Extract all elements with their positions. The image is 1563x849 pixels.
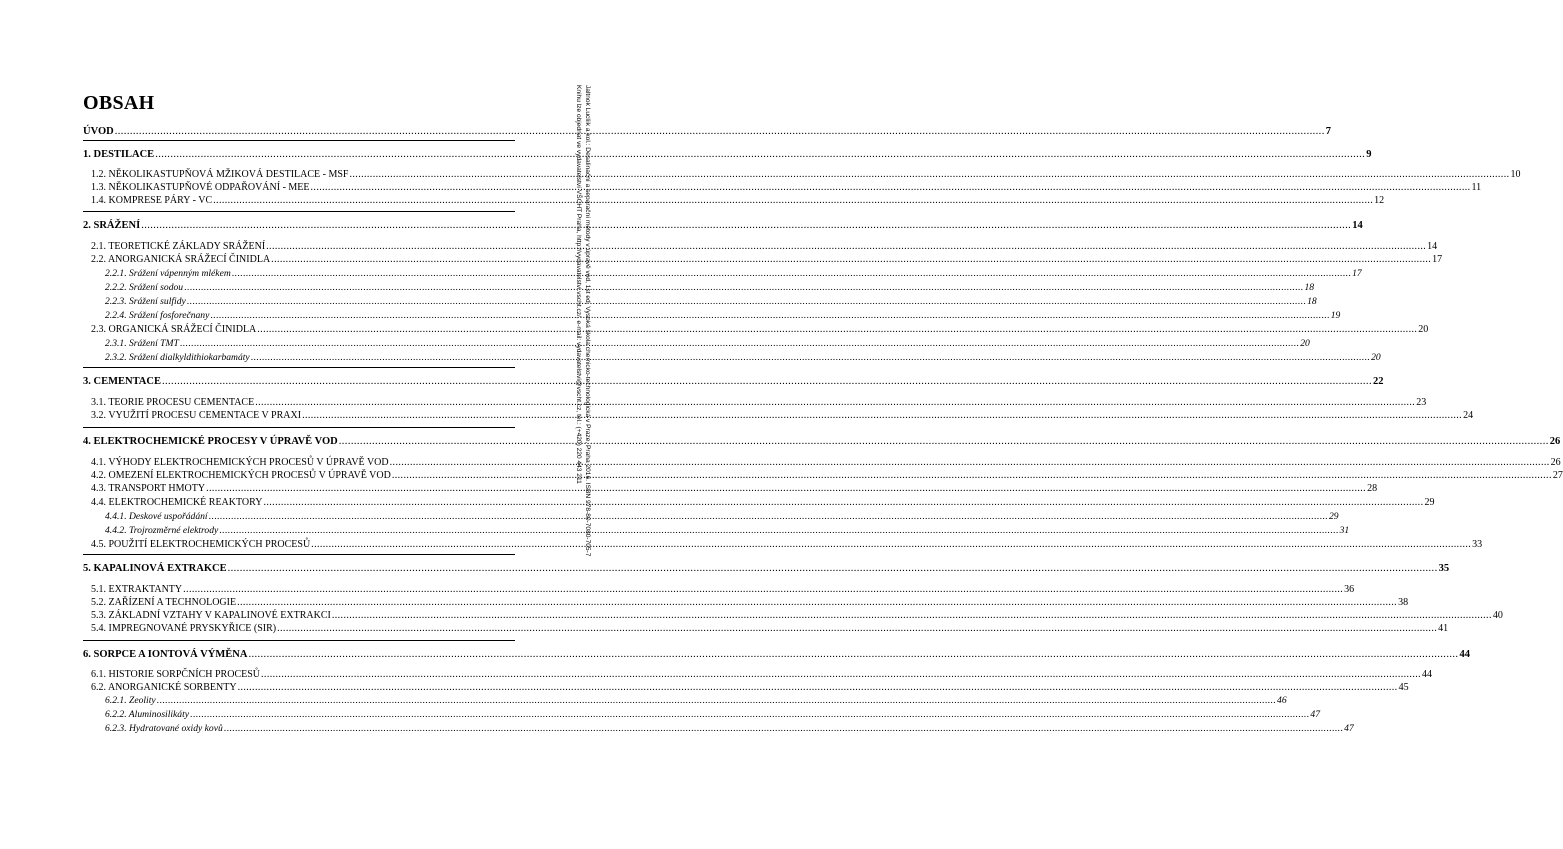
toc-entry-page: 26 — [1549, 436, 1561, 447]
divider — [83, 554, 515, 555]
toc-entry[interactable] — [91, 323, 1429, 336]
toc-entry-page: 26 — [1550, 457, 1561, 468]
toc-entry-page: 17 — [1352, 268, 1362, 279]
dot-leader: ................................................................................................................................................................................................................................................................................................................................................................................................................ — [227, 563, 1438, 574]
dot-leader: ................................................................................................................................................................................................................................................................................................................................................................................................................ — [277, 623, 1438, 634]
toc-entry-title: 4.2. OMEZENÍ ELEKTROCHEMICKÝCH PROCESŮ V ÚPRAVĚ VOD — [91, 470, 391, 481]
toc-entry-page: 33 — [1472, 539, 1483, 550]
dot-leader: ................................................................................................................................................................................................................................................................................................................................................................................................................ — [248, 649, 1459, 660]
toc-entry-page: 29 — [1328, 511, 1339, 522]
toc-entry-page: 38 — [1398, 597, 1409, 608]
toc-entry[interactable] — [105, 708, 1320, 721]
toc-entry-page: 44 — [1422, 669, 1433, 680]
toc-entry-page: 24 — [1463, 410, 1474, 421]
dot-leader: ................................................................................................................................................................................................................................................................................................................................................................................................................ — [302, 410, 1463, 421]
toc-entry[interactable] — [91, 396, 1427, 409]
dot-leader: ................................................................................................................................................................................................................................................................................................................................................................................................................ — [206, 483, 1367, 494]
toc-entry[interactable] — [91, 456, 1561, 469]
toc-entry-page: 41 — [1438, 623, 1449, 634]
toc-entry-title: 6. SORPCE A IONTOVÁ VÝMĚNA — [83, 649, 248, 660]
dot-leader: ................................................................................................................................................................................................................................................................................................................................................................................................................ — [179, 338, 1300, 349]
toc-entry[interactable] — [105, 309, 1341, 322]
toc-entry-title: 6.2.3. Hydratované oxidy kovů — [105, 723, 223, 734]
toc-entry-title: 2.3.2. Srážení dialkyldithiokarbamáty — [105, 352, 250, 363]
publication-note-line-1: Jaltnok Lucliik a kol.: Desalinační a separační metody v úpravě vod, 1st ed. Vysoká škola chemicko-technologická v Praze, Praha 2016. ISBN 978-80-7080-705-7 — [584, 85, 591, 557]
dot-leader: ................................................................................................................................................................................................................................................................................................................................................................................................................ — [213, 195, 1374, 206]
toc-entry-title: 1.2. NĚKOLIKASTUPŇOVÁ MŽIKOVÁ DESTILACE - MSF — [91, 169, 349, 180]
toc-entry-page: 7 — [1325, 126, 1331, 137]
dot-leader: ................................................................................................................................................................................................................................................................................................................................................................................................................ — [161, 376, 1372, 387]
dot-leader: ................................................................................................................................................................................................................................................................................................................................................................................................................ — [311, 539, 1472, 550]
toc-chapter[interactable] — [83, 435, 1561, 448]
toc-entry-title: 2.2.2. Srážení sodou — [105, 282, 184, 293]
toc-entry-title: 6.2. ANORGANICKÉ SORBENTY — [91, 682, 237, 693]
toc-entry[interactable] — [91, 409, 1474, 422]
toc-entry[interactable] — [91, 168, 1521, 181]
toc-entry[interactable] — [105, 351, 1381, 364]
toc-entry[interactable] — [105, 337, 1310, 350]
dot-leader: ................................................................................................................................................................................................................................................................................................................................................................................................................ — [257, 324, 1418, 335]
toc-entry[interactable] — [105, 694, 1287, 707]
toc-entry-title: 3.1. TEORIE PROCESU CEMENTACE — [91, 397, 255, 408]
toc-entry[interactable] — [91, 469, 1563, 482]
toc-entry[interactable] — [91, 668, 1433, 681]
toc-entry[interactable] — [105, 510, 1339, 523]
toc-entry[interactable] — [91, 622, 1449, 635]
toc-entry[interactable] — [91, 609, 1503, 622]
toc-entry[interactable] — [105, 722, 1354, 735]
toc-entry[interactable] — [91, 253, 1443, 266]
toc-entry[interactable] — [91, 596, 1409, 609]
toc-entry-title: 2.3. ORGANICKÁ SRÁŽECÍ ČINIDLA — [91, 324, 257, 335]
toc-entry-page: 9 — [1366, 149, 1372, 160]
dot-leader: ................................................................................................................................................................................................................................................................................................................................................................................................................ — [155, 149, 1366, 160]
toc-entry-page: 20 — [1300, 338, 1310, 349]
dot-leader: ................................................................................................................................................................................................................................................................................................................................................................................................................ — [186, 296, 1307, 307]
toc-entry-page: 36 — [1344, 584, 1355, 595]
toc-entry-title: 5.1. EXTRAKTANTY — [91, 584, 183, 595]
dot-leader: ................................................................................................................................................................................................................................................................................................................................................................................................................ — [219, 525, 1339, 536]
toc-entry-page: 14 — [1427, 241, 1438, 252]
dot-leader: ................................................................................................................................................................................................................................................................................................................................................................................................................ — [114, 126, 1325, 137]
publication-note-line-2: Knihu lze objednat ve vydavatelství VŠCHT Praha, http://vydavatelstvi.vscht.cz/, e-mail: vydavatelstvi@vscht.cz, tel.: (+420) 220 443 211 — [575, 85, 582, 484]
toc-entry[interactable] — [91, 583, 1355, 596]
toc-entry-title: 2.1. TEORETICKÉ ZÁKLADY SRÁŽENÍ — [91, 241, 266, 252]
dot-leader: ................................................................................................................................................................................................................................................................................................................................................................................................................ — [263, 497, 1424, 508]
toc-entry-title: 5.3. ZÁKLADNÍ VZTAHY V KAPALINOVÉ EXTRAKCI — [91, 610, 331, 621]
toc-entry-page: 17 — [1432, 254, 1443, 265]
toc-entry-page: 18 — [1304, 282, 1315, 293]
toc-entry-page: 11 — [1471, 182, 1482, 193]
toc-entry-title: 1.3. NĚKOLIKASTUPŇOVÉ ODPAŘOVÁNÍ - MEE — [91, 182, 310, 193]
toc-entry-title: 2. SRÁŽENÍ — [83, 220, 141, 231]
dot-leader: ................................................................................................................................................................................................................................................................................................................................................................................................................ — [231, 268, 1352, 279]
toc-entry-page: 18 — [1307, 296, 1317, 307]
dot-leader: ................................................................................................................................................................................................................................................................................................................................................................................................................ — [250, 352, 1371, 363]
dot-leader: ................................................................................................................................................................................................................................................................................................................................................................................................................ — [237, 682, 1398, 693]
toc-entry[interactable] — [91, 181, 1482, 194]
toc-entry[interactable] — [91, 194, 1385, 207]
toc-entry-title: 2.3.1. Srážení TMT — [105, 338, 179, 349]
dot-leader: ................................................................................................................................................................................................................................................................................................................................................................................................................ — [310, 182, 1471, 193]
toc-entry-title: 5.4. IMPREGNOVANÉ PRYSKYŘICE (SIR) — [91, 623, 277, 634]
toc-entry-page: 14 — [1352, 220, 1363, 231]
toc-entry-title: 1. DESTILACE — [83, 149, 155, 160]
dot-leader: ................................................................................................................................................................................................................................................................................................................................................................................................................ — [261, 669, 1422, 680]
toc-entry-title: 4.4. ELEKTROCHEMICKÉ REAKTORY — [91, 497, 263, 508]
divider — [83, 140, 515, 141]
toc-entry-page: 40 — [1492, 610, 1503, 621]
dot-leader: ................................................................................................................................................................................................................................................................................................................................................................................................................ — [271, 254, 1432, 265]
toc-chapter[interactable] — [83, 125, 1331, 138]
toc-entry-title: 6.1. HISTORIE SORPČNÍCH PROCESŮ — [91, 669, 261, 680]
toc-chapter[interactable] — [83, 375, 1384, 388]
toc-entry-title: ÚVOD — [83, 126, 114, 137]
toc-entry[interactable] — [105, 295, 1317, 308]
toc-entry-title: 3.2. VYUŽITÍ PROCESU CEMENTACE V PRAXI — [91, 410, 302, 421]
toc-entry[interactable] — [105, 524, 1350, 537]
toc-entry-page: 20 — [1371, 352, 1381, 363]
toc-entry-page: 28 — [1367, 483, 1378, 494]
toc-entry-page: 12 — [1374, 195, 1385, 206]
toc-entry[interactable] — [105, 281, 1315, 294]
toc-entry-title: 6.2.2. Aluminosilikáty — [105, 709, 190, 720]
toc-entry-title: 1.4. KOMPRESE PÁRY - VC — [91, 195, 213, 206]
toc-entry-page: 10 — [1510, 169, 1521, 180]
toc-entry-page: 47 — [1344, 723, 1354, 734]
dot-leader: ................................................................................................................................................................................................................................................................................................................................................................................................................ — [389, 457, 1550, 468]
toc-entry-title: 2.2.3. Srážení sulfidy — [105, 296, 186, 307]
dot-leader: ................................................................................................................................................................................................................................................................................................................................................................................................................ — [237, 597, 1398, 608]
toc-entry-title: 4.3. TRANSPORT HMOTY — [91, 483, 206, 494]
toc-entry-page: 23 — [1416, 397, 1427, 408]
divider — [83, 640, 515, 641]
toc-chapter[interactable] — [83, 219, 1363, 232]
toc-entry-page: 47 — [1310, 709, 1320, 720]
toc-entry-title: 4.1. VÝHODY ELEKTROCHEMICKÝCH PROCESŮ V ÚPRAVĚ VOD — [91, 457, 389, 468]
toc-entry-page: 46 — [1277, 695, 1287, 706]
toc-entry[interactable] — [91, 496, 1435, 509]
toc-entry-title: 2.2.1. Srážení vápenným mlékem — [105, 268, 231, 279]
toc-entry-title: 5.2. ZAŘÍZENÍ A TECHNOLOGIE — [91, 597, 237, 608]
dot-leader: ................................................................................................................................................................................................................................................................................................................................................................................................................ — [331, 610, 1492, 621]
toc-entry-title: 6.2.1. Zeolity — [105, 695, 156, 706]
divider — [83, 427, 515, 428]
toc-entry[interactable] — [105, 267, 1362, 280]
toc-entry-title: 4.5. POUŽITÍ ELEKTROCHEMICKÝCH PROCESŮ — [91, 539, 311, 550]
dot-leader: ................................................................................................................................................................................................................................................................................................................................................................................................................ — [223, 723, 1344, 734]
divider — [83, 211, 515, 212]
toc-entry-title: 4.4.1. Deskové uspořádání — [105, 511, 208, 522]
toc-entry-page: 22 — [1372, 376, 1384, 387]
toc-chapter[interactable] — [83, 562, 1450, 575]
toc-chapter[interactable] — [83, 148, 1372, 161]
dot-leader: ................................................................................................................................................................................................................................................................................................................................................................................................................ — [338, 436, 1549, 447]
dot-leader: ................................................................................................................................................................................................................................................................................................................................................................................................................ — [349, 169, 1510, 180]
toc-entry-page: 29 — [1424, 497, 1435, 508]
dot-leader: ................................................................................................................................................................................................................................................................................................................................................................................................................ — [391, 470, 1552, 481]
dot-leader: ................................................................................................................................................................................................................................................................................................................................................................................................................ — [255, 397, 1416, 408]
toc-entry[interactable] — [91, 240, 1438, 253]
toc-entry-title: 5. KAPALINOVÁ EXTRAKCE — [83, 563, 227, 574]
dot-leader: ................................................................................................................................................................................................................................................................................................................................................................................................................ — [156, 695, 1277, 706]
toc-entry-title: 2.2.4. Srážení fosforečnany — [105, 310, 210, 321]
toc-entry-page: 31 — [1339, 525, 1350, 536]
toc-entry-page: 19 — [1330, 310, 1341, 321]
toc-entry-page: 20 — [1418, 324, 1429, 335]
dot-leader: ................................................................................................................................................................................................................................................................................................................................................................................................................ — [183, 584, 1344, 595]
dot-leader: ................................................................................................................................................................................................................................................................................................................................................................................................................ — [210, 310, 1330, 321]
dot-leader: ................................................................................................................................................................................................................................................................................................................................................................................................................ — [266, 241, 1427, 252]
dot-leader: ................................................................................................................................................................................................................................................................................................................................................................................................................ — [208, 511, 1328, 522]
toc-entry[interactable] — [91, 538, 1483, 551]
dot-leader: ................................................................................................................................................................................................................................................................................................................................................................................................................ — [141, 220, 1352, 231]
toc-entry-title: 4.4.2. Trojrozměrné elektrody — [105, 525, 219, 536]
page-title: OBSAH — [83, 92, 155, 114]
toc-entry-title: 2.2. ANORGANICKÁ SRÁŽECÍ ČINIDLA — [91, 254, 271, 265]
toc-entry-title: 4. ELEKTROCHEMICKÉ PROCESY V ÚPRAVĚ VOD — [83, 436, 338, 447]
dot-leader: ................................................................................................................................................................................................................................................................................................................................................................................................................ — [184, 282, 1304, 293]
toc-entry-page: 27 — [1552, 470, 1563, 481]
toc-entry-title: 3. CEMENTACE — [83, 376, 161, 387]
toc-entry-page: 35 — [1438, 563, 1450, 574]
publication-note — [574, 85, 592, 556]
toc-entry-page: 45 — [1398, 682, 1409, 693]
dot-leader: ................................................................................................................................................................................................................................................................................................................................................................................................................ — [190, 709, 1310, 720]
toc-entry-page: 44 — [1459, 649, 1470, 660]
toc-entry[interactable] — [91, 681, 1409, 694]
divider — [83, 367, 515, 368]
toc-chapter[interactable] — [83, 648, 1470, 661]
toc-entry[interactable] — [91, 482, 1378, 495]
